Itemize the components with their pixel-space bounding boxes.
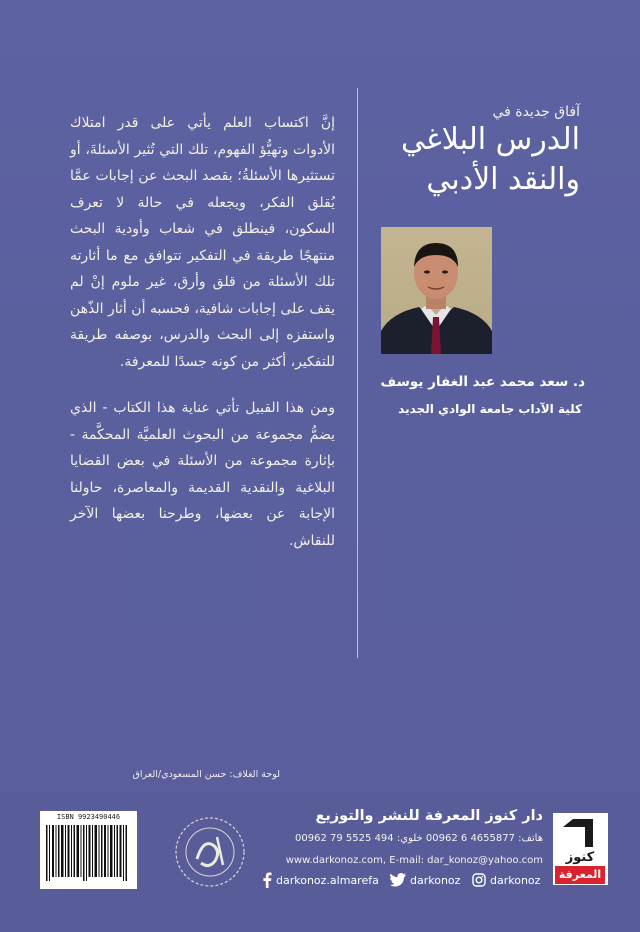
twitter-handle-text: darkonoz xyxy=(410,873,461,887)
publisher-web-email: www.darkonoz.com, E-mail: dar_konoz@yahoo.com xyxy=(285,855,543,866)
instagram-handle-text: darkonoz xyxy=(490,873,541,887)
instagram-handle xyxy=(472,872,540,888)
twitter-icon xyxy=(390,873,406,887)
author-photo xyxy=(381,227,492,354)
publisher-seal xyxy=(173,815,247,889)
author-affiliation: كلية الآداب جامعة الوادي الجديد xyxy=(398,402,582,416)
facebook-icon xyxy=(262,872,272,888)
book-title-line-1: الدرس البلاغي xyxy=(401,122,580,157)
facebook-handle xyxy=(262,872,379,888)
logo-text-konoz: كنوز xyxy=(565,850,595,865)
publisher-phone: هاتف: 4655877 6 00962 خلوي: 494 5525 79 00962 xyxy=(295,833,543,844)
cover-art-credit: لوحة الغلاف: حسن المسعودي/العراق xyxy=(132,769,280,780)
facebook-handle-text: darkonoz.almarefa xyxy=(276,873,379,887)
author-name: د. سعد محمد عبد الغفار يوسف xyxy=(380,374,585,390)
book-title-line-2: والنقد الأدبي xyxy=(426,162,580,197)
blurb-paragraph-1: إنَّ اكتساب العلم يأتي على قدر امتلاك الأدوات وتهيُّؤ الفهوم، تلك التي تُثير الأسئلةَ، أو تستثيرها الأسئلةُ؛ بقصد البحث عن إجابات عمَّا يُقلق الفكر، ويجعله في حالة لا تعرف السكون، فينطلق في شعاب وأودية البحث منتهجًا طريقة في التفكير تتوافق مع ما أثارته تلك الأسئلة من قلق وأرق، غير ملوم إنْ لم يقف على إجابات شافية، فحسبه أن أثار الذّهن واستفزه إلى البحث والدرس، بوصفه طريقة للتفكير، أكثر من كونه جسدًا للمعرفة. xyxy=(70,115,335,370)
barcode xyxy=(40,811,137,889)
logo-text-almarefa: المعرفة xyxy=(555,866,605,884)
series-line: آفاق جديدة في xyxy=(492,104,580,120)
twitter-handle xyxy=(390,872,460,888)
publisher-name: دار كنوز المعرفة للنشر والتوزيع xyxy=(315,808,543,824)
blurb-paragraph-2: ومن هذا القبيل تأتي عناية هذا الكتاب - الذي يضمُّ مجموعة من البحوث العلميَّة المحكَّمة - بإثارة مجموعة من الأسئلة في بعض القضايا البلاغية والنقدية القديمة والمعاصرة، حاولنا الإجابة عن بعضها، وطرحنا بعضها الآخر للنقاش. xyxy=(70,400,335,549)
isbn-text: ISBN 9923490446 xyxy=(56,813,121,821)
instagram-icon xyxy=(472,873,486,887)
blurb-text xyxy=(70,110,335,574)
barcode-bars xyxy=(40,811,137,889)
divider-line xyxy=(357,88,358,658)
